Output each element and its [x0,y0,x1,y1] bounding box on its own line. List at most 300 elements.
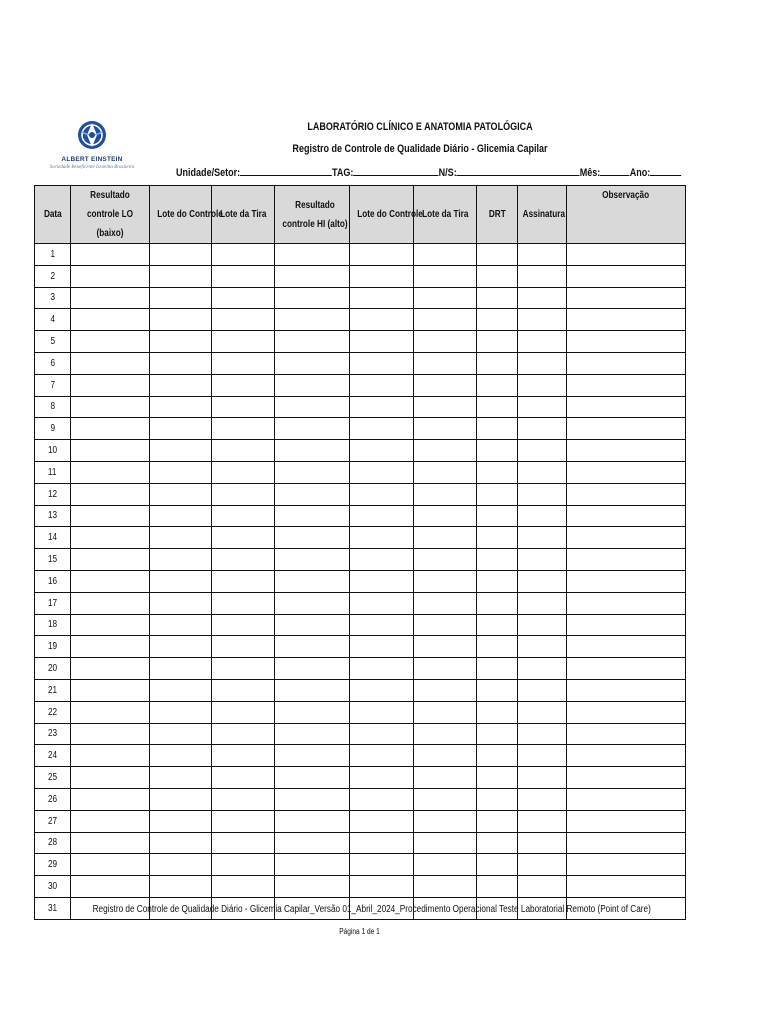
lote-tira-lo-cell[interactable] [212,570,275,592]
lote-controle-lo-cell[interactable] [150,483,212,505]
resultado-hi-cell[interactable] [275,614,350,636]
lote-controle-hi-cell[interactable] [350,396,414,418]
lote-tira-hi-cell[interactable] [414,723,477,745]
drt-cell[interactable] [477,679,518,701]
observacao-cell[interactable] [567,265,686,287]
lote-tira-lo-cell[interactable] [212,810,275,832]
lote-tira-lo-cell[interactable] [212,396,275,418]
resultado-hi-cell[interactable] [275,331,350,353]
drt-cell[interactable] [477,461,518,483]
observacao-cell[interactable] [567,832,686,854]
resultado-lo-cell[interactable] [71,701,150,723]
drt-cell[interactable] [477,810,518,832]
resultado-lo-cell[interactable] [71,636,150,658]
resultado-lo-cell[interactable] [71,876,150,898]
assinatura-cell[interactable] [518,331,567,353]
assinatura-cell[interactable] [518,592,567,614]
assinatura-cell[interactable] [518,767,567,789]
drt-cell[interactable] [477,832,518,854]
col-header-observacao: Observação [567,186,686,244]
lote-tira-lo-cell[interactable] [212,418,275,440]
resultado-lo-cell[interactable] [71,570,150,592]
drt-cell[interactable] [477,854,518,876]
lote-tira-hi-cell[interactable] [414,658,477,680]
lote-controle-lo-cell[interactable] [150,788,212,810]
resultado-hi-cell[interactable] [275,352,350,374]
resultado-hi-cell[interactable] [275,505,350,527]
lote-controle-hi-cell[interactable] [350,331,414,353]
observacao-cell[interactable] [567,679,686,701]
assinatura-cell[interactable] [518,244,567,266]
lote-controle-lo-cell[interactable] [150,636,212,658]
resultado-hi-cell[interactable] [275,658,350,680]
lote-controle-lo-cell[interactable] [150,854,212,876]
lote-controle-hi-cell[interactable] [350,701,414,723]
resultado-lo-cell[interactable] [71,265,150,287]
observacao-cell[interactable] [567,810,686,832]
assinatura-cell[interactable] [518,745,567,767]
lote-tira-hi-cell[interactable] [414,549,477,571]
resultado-hi-cell[interactable] [275,527,350,549]
lote-controle-hi-cell[interactable] [350,505,414,527]
resultado-hi-cell[interactable] [275,679,350,701]
lote-controle-hi-cell[interactable] [350,745,414,767]
lote-tira-hi-cell[interactable] [414,527,477,549]
lote-tira-hi-cell[interactable] [414,418,477,440]
day-cell: 24 [35,745,71,767]
lote-tira-hi-cell[interactable] [414,505,477,527]
lote-tira-hi-cell[interactable] [414,570,477,592]
observacao-cell[interactable] [567,658,686,680]
lote-tira-hi-cell[interactable] [414,832,477,854]
resultado-hi-cell[interactable] [275,418,350,440]
drt-cell[interactable] [477,592,518,614]
lote-controle-lo-cell[interactable] [150,658,212,680]
resultado-hi-cell[interactable] [275,244,350,266]
resultado-lo-cell[interactable] [71,658,150,680]
lote-controle-lo-cell[interactable] [150,679,212,701]
day-cell: 10 [35,440,71,462]
observacao-cell[interactable] [567,788,686,810]
drt-cell[interactable] [477,265,518,287]
resultado-lo-cell[interactable] [71,767,150,789]
observacao-cell[interactable] [567,331,686,353]
drt-cell[interactable] [477,701,518,723]
lote-tira-lo-cell[interactable] [212,636,275,658]
table-row [35,483,686,505]
lote-tira-hi-cell[interactable] [414,352,477,374]
resultado-hi-cell[interactable] [275,549,350,571]
unidade-field[interactable] [240,165,332,176]
table-row [35,570,686,592]
lote-controle-lo-cell[interactable] [150,440,212,462]
resultado-lo-cell[interactable] [71,483,150,505]
unidade-label: Unidade/Setor: [176,167,241,179]
drt-cell[interactable] [477,614,518,636]
resultado-hi-cell[interactable] [275,440,350,462]
drt-cell[interactable] [477,331,518,353]
assinatura-cell[interactable] [518,723,567,745]
observacao-cell[interactable] [567,876,686,898]
observacao-cell[interactable] [567,483,686,505]
resultado-lo-cell[interactable] [71,374,150,396]
lote-controle-hi-cell[interactable] [350,483,414,505]
resultado-lo-cell[interactable] [71,331,150,353]
table-row [35,745,686,767]
lote-controle-hi-cell[interactable] [350,570,414,592]
drt-cell[interactable] [477,723,518,745]
lote-tira-hi-cell[interactable] [414,331,477,353]
lote-controle-lo-cell[interactable] [150,614,212,636]
lote-controle-hi-cell[interactable] [350,636,414,658]
lote-tira-hi-cell[interactable] [414,374,477,396]
assinatura-cell[interactable] [518,636,567,658]
lote-tira-hi-cell[interactable] [414,461,477,483]
lote-tira-lo-cell[interactable] [212,614,275,636]
lote-tira-hi-cell[interactable] [414,309,477,331]
resultado-lo-cell[interactable] [71,244,150,266]
observacao-cell[interactable] [567,527,686,549]
lote-controle-hi-cell[interactable] [350,767,414,789]
lote-tira-hi-cell[interactable] [414,265,477,287]
assinatura-cell[interactable] [518,440,567,462]
resultado-hi-cell[interactable] [275,592,350,614]
lote-tira-lo-cell[interactable] [212,658,275,680]
lote-controle-lo-cell[interactable] [150,505,212,527]
lote-controle-hi-cell[interactable] [350,614,414,636]
resultado-lo-cell[interactable] [71,287,150,309]
lote-controle-lo-cell[interactable] [150,810,212,832]
lote-tira-lo-cell[interactable] [212,352,275,374]
col-header-lote-controle-lo: Lote do Controle [150,186,212,244]
lote-controle-hi-cell[interactable] [350,440,414,462]
resultado-hi-cell[interactable] [275,636,350,658]
drt-cell[interactable] [477,527,518,549]
lote-controle-hi-cell[interactable] [350,374,414,396]
assinatura-cell[interactable] [518,287,567,309]
observacao-cell[interactable] [567,854,686,876]
resultado-lo-cell[interactable] [71,352,150,374]
lote-tira-lo-cell[interactable] [212,592,275,614]
day-cell: 6 [35,352,71,374]
resultado-hi-cell[interactable] [275,287,350,309]
lote-tira-lo-cell[interactable] [212,876,275,898]
assinatura-cell[interactable] [518,418,567,440]
drt-cell[interactable] [477,570,518,592]
lote-tira-hi-cell[interactable] [414,745,477,767]
observacao-cell[interactable] [567,745,686,767]
lote-controle-lo-cell[interactable] [150,331,212,353]
resultado-hi-cell[interactable] [275,745,350,767]
lote-controle-lo-cell[interactable] [150,352,212,374]
lote-controle-lo-cell[interactable] [150,374,212,396]
lote-tira-lo-cell[interactable] [212,265,275,287]
lote-controle-lo-cell[interactable] [150,418,212,440]
lote-tira-hi-cell[interactable] [414,244,477,266]
table-row [35,396,686,418]
lote-tira-lo-cell[interactable] [212,287,275,309]
lote-controle-hi-cell[interactable] [350,549,414,571]
assinatura-cell[interactable] [518,658,567,680]
lote-tira-lo-cell[interactable] [212,701,275,723]
table-header-row [35,186,686,244]
drt-cell[interactable] [477,745,518,767]
assinatura-cell[interactable] [518,788,567,810]
lote-controle-lo-cell[interactable] [150,570,212,592]
lote-controle-lo-cell[interactable] [150,701,212,723]
assinatura-cell[interactable] [518,461,567,483]
resultado-hi-cell[interactable] [275,854,350,876]
observacao-cell[interactable] [567,374,686,396]
observacao-cell[interactable] [567,505,686,527]
table-row [35,418,686,440]
lote-controle-hi-cell[interactable] [350,287,414,309]
lote-controle-lo-cell[interactable] [150,527,212,549]
observacao-cell[interactable] [567,723,686,745]
observacao-cell[interactable] [567,767,686,789]
lote-tira-lo-cell[interactable] [212,549,275,571]
lote-controle-lo-cell[interactable] [150,549,212,571]
assinatura-cell[interactable] [518,265,567,287]
lote-controle-hi-cell[interactable] [350,723,414,745]
drt-cell[interactable] [477,244,518,266]
lote-tira-hi-cell[interactable] [414,440,477,462]
assinatura-cell[interactable] [518,352,567,374]
resultado-lo-cell[interactable] [71,549,150,571]
drt-cell[interactable] [477,767,518,789]
lote-tira-hi-cell[interactable] [414,876,477,898]
lote-tira-lo-cell[interactable] [212,331,275,353]
observacao-cell[interactable] [567,549,686,571]
assinatura-cell[interactable] [518,549,567,571]
resultado-hi-cell[interactable] [275,701,350,723]
table-row [35,767,686,789]
lote-controle-hi-cell[interactable] [350,418,414,440]
resultado-lo-cell[interactable] [71,723,150,745]
drt-cell[interactable] [477,287,518,309]
resultado-hi-cell[interactable] [275,483,350,505]
resultado-hi-cell[interactable] [275,396,350,418]
lote-tira-lo-cell[interactable] [212,244,275,266]
lote-tira-hi-cell[interactable] [414,287,477,309]
day-cell: 9 [35,418,71,440]
resultado-lo-cell[interactable] [71,854,150,876]
resultado-lo-cell[interactable] [71,592,150,614]
day-cell: 30 [35,876,71,898]
mes-field[interactable] [600,165,630,176]
observacao-cell[interactable] [567,570,686,592]
drt-cell[interactable] [477,549,518,571]
ns-field[interactable] [457,165,580,176]
resultado-lo-cell[interactable] [71,396,150,418]
observacao-cell[interactable] [567,287,686,309]
lote-tira-lo-cell[interactable] [212,745,275,767]
drt-cell[interactable] [477,788,518,810]
observacao-cell[interactable] [567,244,686,266]
document-subtitle: Registro de Controle de Qualidade Diário - Glicemia Capilar [292,143,548,155]
drt-cell[interactable] [477,658,518,680]
lote-tira-lo-cell[interactable] [212,461,275,483]
drt-cell[interactable] [477,352,518,374]
assinatura-cell[interactable] [518,679,567,701]
lote-tira-hi-cell[interactable] [414,788,477,810]
drt-cell[interactable] [477,396,518,418]
observacao-cell[interactable] [567,636,686,658]
lote-tira-hi-cell[interactable] [414,767,477,789]
lote-controle-hi-cell[interactable] [350,810,414,832]
lote-tira-hi-cell[interactable] [414,592,477,614]
lote-tira-hi-cell[interactable] [414,854,477,876]
lote-controle-lo-cell[interactable] [150,287,212,309]
resultado-hi-cell[interactable] [275,810,350,832]
lote-controle-hi-cell[interactable] [350,265,414,287]
resultado-lo-cell[interactable] [71,788,150,810]
resultado-lo-cell[interactable] [71,810,150,832]
observacao-cell[interactable] [567,440,686,462]
observacao-cell[interactable] [567,701,686,723]
lote-tira-hi-cell[interactable] [414,810,477,832]
lote-tira-lo-cell[interactable] [212,723,275,745]
assinatura-cell[interactable] [518,876,567,898]
resultado-lo-cell[interactable] [71,527,150,549]
lote-tira-hi-cell[interactable] [414,483,477,505]
lote-tira-hi-cell[interactable] [414,679,477,701]
resultado-hi-cell[interactable] [275,265,350,287]
table-row [35,592,686,614]
lote-controle-lo-cell[interactable] [150,832,212,854]
resultado-lo-cell[interactable] [71,309,150,331]
assinatura-cell[interactable] [518,810,567,832]
assinatura-cell[interactable] [518,396,567,418]
day-cell: 11 [35,461,71,483]
lote-tira-lo-cell[interactable] [212,788,275,810]
lote-controle-lo-cell[interactable] [150,767,212,789]
drt-cell[interactable] [477,440,518,462]
lote-tira-hi-cell[interactable] [414,701,477,723]
lote-tira-lo-cell[interactable] [212,483,275,505]
drt-cell[interactable] [477,636,518,658]
lote-controle-lo-cell[interactable] [150,876,212,898]
day-cell: 3 [35,287,71,309]
table-row [35,658,686,680]
lote-controle-hi-cell[interactable] [350,658,414,680]
assinatura-cell[interactable] [518,483,567,505]
lote-tira-hi-cell[interactable] [414,396,477,418]
lote-tira-lo-cell[interactable] [212,527,275,549]
resultado-hi-cell[interactable] [275,788,350,810]
assinatura-cell[interactable] [518,854,567,876]
day-cell: 4 [35,309,71,331]
resultado-hi-cell[interactable] [275,374,350,396]
lote-controle-lo-cell[interactable] [150,309,212,331]
resultado-lo-cell[interactable] [71,745,150,767]
assinatura-cell[interactable] [518,832,567,854]
table-row [35,614,686,636]
lote-controle-hi-cell[interactable] [350,592,414,614]
assinatura-cell[interactable] [518,527,567,549]
lote-controle-hi-cell[interactable] [350,854,414,876]
resultado-hi-cell[interactable] [275,832,350,854]
lote-controle-lo-cell[interactable] [150,461,212,483]
lote-controle-lo-cell[interactable] [150,723,212,745]
resultado-lo-cell[interactable] [71,832,150,854]
resultado-hi-cell[interactable] [275,461,350,483]
ano-field[interactable] [650,165,681,176]
observacao-cell[interactable] [567,461,686,483]
assinatura-cell[interactable] [518,614,567,636]
lote-tira-lo-cell[interactable] [212,440,275,462]
lote-tira-lo-cell[interactable] [212,832,275,854]
observacao-cell[interactable] [567,418,686,440]
lote-tira-lo-cell[interactable] [212,374,275,396]
lote-controle-hi-cell[interactable] [350,876,414,898]
observacao-cell[interactable] [567,592,686,614]
assinatura-cell[interactable] [518,701,567,723]
lote-controle-hi-cell[interactable] [350,244,414,266]
resultado-hi-cell[interactable] [275,876,350,898]
mes-label: Mês: [579,167,601,179]
resultado-hi-cell[interactable] [275,723,350,745]
resultado-lo-cell[interactable] [71,505,150,527]
lote-controle-lo-cell[interactable] [150,396,212,418]
resultado-lo-cell[interactable] [71,679,150,701]
day-cell: 19 [35,636,71,658]
lote-controle-hi-cell[interactable] [350,832,414,854]
assinatura-cell[interactable] [518,309,567,331]
observacao-cell[interactable] [567,614,686,636]
lote-controle-hi-cell[interactable] [350,527,414,549]
lote-controle-hi-cell[interactable] [350,461,414,483]
lote-tira-lo-cell[interactable] [212,505,275,527]
lote-tira-hi-cell[interactable] [414,636,477,658]
drt-cell[interactable] [477,483,518,505]
assinatura-cell[interactable] [518,570,567,592]
lote-controle-hi-cell[interactable] [350,788,414,810]
lote-controle-lo-cell[interactable] [150,745,212,767]
table-row [35,679,686,701]
resultado-hi-cell[interactable] [275,767,350,789]
lote-controle-lo-cell[interactable] [150,265,212,287]
lote-controle-hi-cell[interactable] [350,352,414,374]
lote-tira-hi-cell[interactable] [414,614,477,636]
lote-controle-lo-cell[interactable] [150,592,212,614]
observacao-cell[interactable] [567,352,686,374]
lote-tira-lo-cell[interactable] [212,854,275,876]
resultado-lo-cell[interactable] [71,418,150,440]
drt-cell[interactable] [477,374,518,396]
lote-controle-hi-cell[interactable] [350,309,414,331]
assinatura-cell[interactable] [518,374,567,396]
drt-cell[interactable] [477,876,518,898]
tag-field[interactable] [353,165,438,176]
drt-cell[interactable] [477,505,518,527]
resultado-lo-cell[interactable] [71,614,150,636]
resultado-hi-cell[interactable] [275,309,350,331]
resultado-lo-cell[interactable] [71,440,150,462]
observacao-cell[interactable] [567,396,686,418]
lote-controle-hi-cell[interactable] [350,679,414,701]
observacao-cell[interactable] [567,309,686,331]
drt-cell[interactable] [477,418,518,440]
drt-cell[interactable] [477,309,518,331]
lote-tira-lo-cell[interactable] [212,309,275,331]
lote-tira-lo-cell[interactable] [212,767,275,789]
lote-controle-lo-cell[interactable] [150,244,212,266]
lote-tira-lo-cell[interactable] [212,679,275,701]
resultado-hi-cell[interactable] [275,570,350,592]
resultado-lo-cell[interactable] [71,461,150,483]
assinatura-cell[interactable] [518,505,567,527]
